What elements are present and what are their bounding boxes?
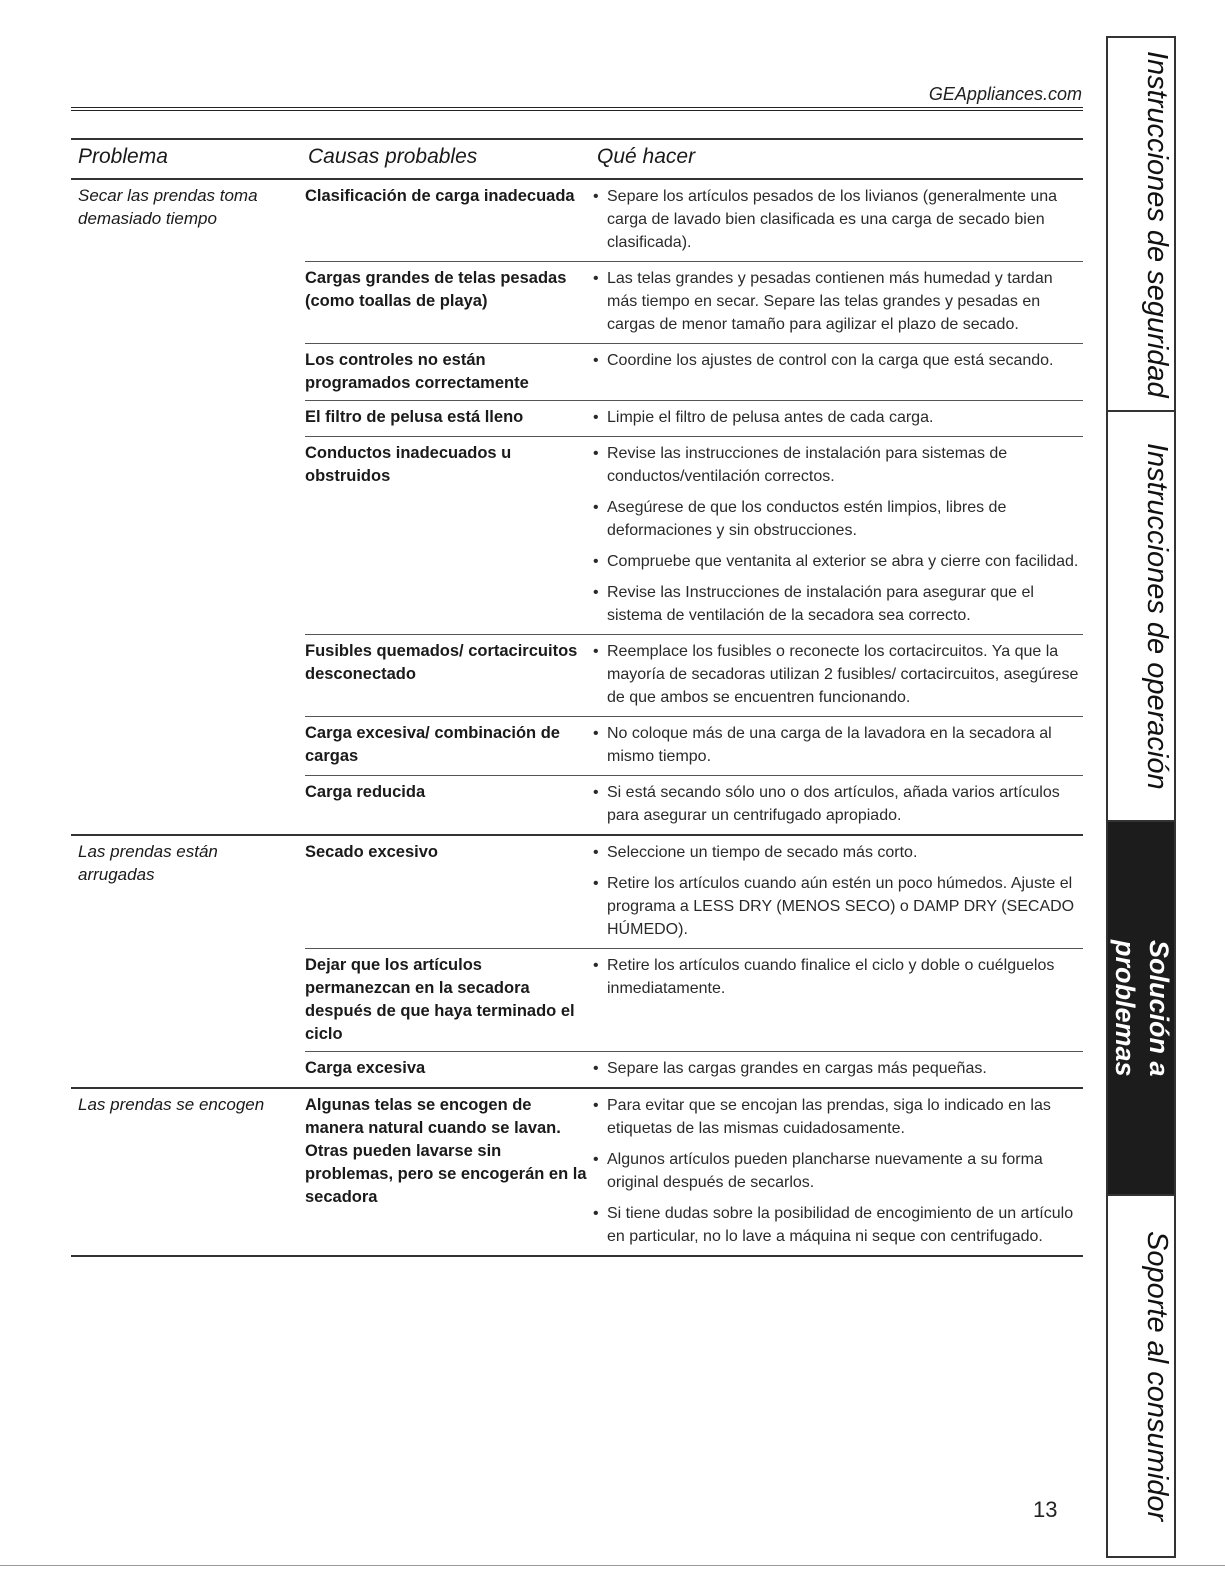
tab-label: Solución a problemas comunes xyxy=(1076,939,1174,1077)
cause-text: Algunas telas se encogen de manera natural cuando se lavan. Otras pueden lavarse sin problemas, pero se encogerán en la secadora xyxy=(305,1096,587,1206)
solution-item: • No coloque más de una carga de la lavadora en la secadora al mismo tiempo. xyxy=(591,722,1083,768)
cause-text: Dejar que los artículos permanezcan en la secadora después de que haya terminado el ciclo xyxy=(305,956,575,1043)
solution-item: • Separe las cargas grandes en cargas más pequeñas. xyxy=(591,1057,1083,1080)
table-row xyxy=(305,775,1083,834)
problem-group xyxy=(71,180,1083,836)
tab-troubleshooting[interactable] xyxy=(1076,822,1174,1196)
table-header xyxy=(71,138,1083,180)
table-row xyxy=(305,261,1083,343)
tab-safety[interactable] xyxy=(1108,38,1174,412)
causes-list xyxy=(305,836,1083,1087)
cause-text: El filtro de pelusa está lleno xyxy=(305,408,524,426)
solution-item: • Algunos artículos pueden plancharse nuevamente a su forma original después de secarlos. xyxy=(591,1148,1083,1194)
solution-item: • Si está secando sólo uno o dos artículos, añada varios artículos para asegurar un centrifugado apropiado. xyxy=(591,781,1083,827)
causes-list xyxy=(305,180,1083,834)
cause-text: Cargas grandes de telas pesadas (como toallas de playa) xyxy=(305,269,567,310)
solution-item: • Las telas grandes y pesadas contienen más humedad y tardan más tiempo en secar. Separe las telas grandes y pesadas en cargas de menor tamaño para agilizar el plazo de secado. xyxy=(591,267,1083,336)
table-row xyxy=(305,1051,1083,1087)
solution-item: • Separe los artículos pesados de los livianos (generalmente una carga de lavado bien clasificada es una carga de secado bien clasificada). xyxy=(591,185,1083,254)
solutions-list xyxy=(591,267,1083,338)
solution-item: • Retire los artículos cuando finalice el ciclo y doble o cuélguelos inmediatamente. xyxy=(591,954,1083,1000)
solution-item: • Revise las instrucciones de instalación para sistemas de conductos/ventilación correctos. xyxy=(591,442,1083,488)
table-row xyxy=(305,634,1083,716)
tab-label: Instrucciones de seguridad xyxy=(1141,50,1173,398)
solutions-list xyxy=(591,349,1083,395)
solutions-list xyxy=(591,185,1083,256)
solution-item: • Para evitar que se encojan las prendas, siga lo indicado en las etiquetas de las mismas cuidadosamente. xyxy=(591,1094,1083,1140)
cause-text: Conductos inadecuados u obstruidos xyxy=(305,444,512,485)
bottom-rule xyxy=(0,1565,1225,1566)
solutions-list xyxy=(591,781,1083,829)
column-header-problem: Problema xyxy=(78,145,168,168)
solution-item: • Revise las Instrucciones de instalación para asegurar que el sistema de ventilación de la secadora sea correcto. xyxy=(591,581,1083,627)
table-row xyxy=(305,716,1083,775)
troubleshooting-table xyxy=(71,138,1083,1257)
solution-item: • Retire los artículos cuando aún estén un poco húmedos. Ajuste el programa a LESS DRY (MENOS SECO) o DAMP DRY (SECADO HÚMEDO). xyxy=(591,872,1083,941)
solution-item: • Limpie el filtro de pelusa antes de cada carga. xyxy=(591,406,1083,429)
problem-group xyxy=(71,1089,1083,1257)
problem-label: Las prendas están arrugadas xyxy=(78,842,218,884)
cause-text: Secado excesivo xyxy=(305,843,438,861)
solution-item: • Seleccione un tiempo de secado más corto. xyxy=(591,841,1083,864)
solutions-list xyxy=(591,442,1083,629)
table-row xyxy=(305,400,1083,436)
solutions-list xyxy=(591,1057,1083,1082)
cause-text: Carga excesiva/ combinación de cargas xyxy=(305,724,560,765)
cause-text: Carga reducida xyxy=(305,783,426,801)
tab-label: Soporte al consumidor xyxy=(1141,1230,1173,1522)
solutions-list xyxy=(591,1094,1083,1250)
table-row xyxy=(305,1089,1083,1255)
cause-text: Fusibles quemados/ cortacircuitos desconectado xyxy=(305,642,578,683)
solution-item: • Si tiene dudas sobre la posibilidad de encogimiento de un artículo en particular, no lo lave a máquina ni seque con centrifugado. xyxy=(591,1202,1083,1248)
cause-text: Clasificación de carga inadecuada xyxy=(305,187,575,205)
problem-group xyxy=(71,836,1083,1089)
solutions-list xyxy=(591,954,1083,1046)
page-number: 13 xyxy=(1033,1497,1058,1522)
section-tabs xyxy=(1076,36,1176,1558)
causes-list xyxy=(305,1089,1083,1255)
tab-consumer-support[interactable] xyxy=(1108,1196,1174,1556)
problem-label: Secar las prendas toma demasiado tiempo xyxy=(78,186,258,228)
table-row xyxy=(305,343,1083,400)
cause-text: Carga excesiva xyxy=(305,1059,426,1077)
solutions-list xyxy=(591,841,1083,943)
table-body xyxy=(71,180,1083,1257)
top-rule xyxy=(71,107,1083,111)
solution-item: • Reemplace los fusibles o reconecte los cortacircuitos. Ya que la mayoría de secadoras utilizan 2 fusibles/ cortacircuitos, asegúrese de que ambos se encuentren funcionando. xyxy=(591,640,1083,709)
solutions-list xyxy=(591,722,1083,770)
table-row xyxy=(305,948,1083,1051)
solution-item: • Asegúrese de que los conductos estén limpios, libres de deformaciones y sin obstrucciones. xyxy=(591,496,1083,542)
problem-label: Las prendas se encogen xyxy=(78,1095,265,1114)
column-header-causes: Causas probables xyxy=(308,145,478,168)
solutions-list xyxy=(591,640,1083,711)
cause-text: Los controles no están programados correctamente xyxy=(305,351,529,392)
site-url: GEAppliances.com xyxy=(928,84,1082,104)
solution-item: • Coordine los ajustes de control con la carga que está secando. xyxy=(591,349,1083,372)
column-header-solutions: Qué hacer xyxy=(597,145,696,168)
solution-item: • Compruebe que ventanita al exterior se abra y cierre con facilidad. xyxy=(591,550,1083,573)
table-row xyxy=(305,180,1083,261)
table-row xyxy=(305,836,1083,948)
tab-operation[interactable] xyxy=(1108,412,1174,822)
solutions-list xyxy=(591,406,1083,431)
table-row xyxy=(305,436,1083,634)
tab-label: Instrucciones de operación xyxy=(1141,442,1173,790)
